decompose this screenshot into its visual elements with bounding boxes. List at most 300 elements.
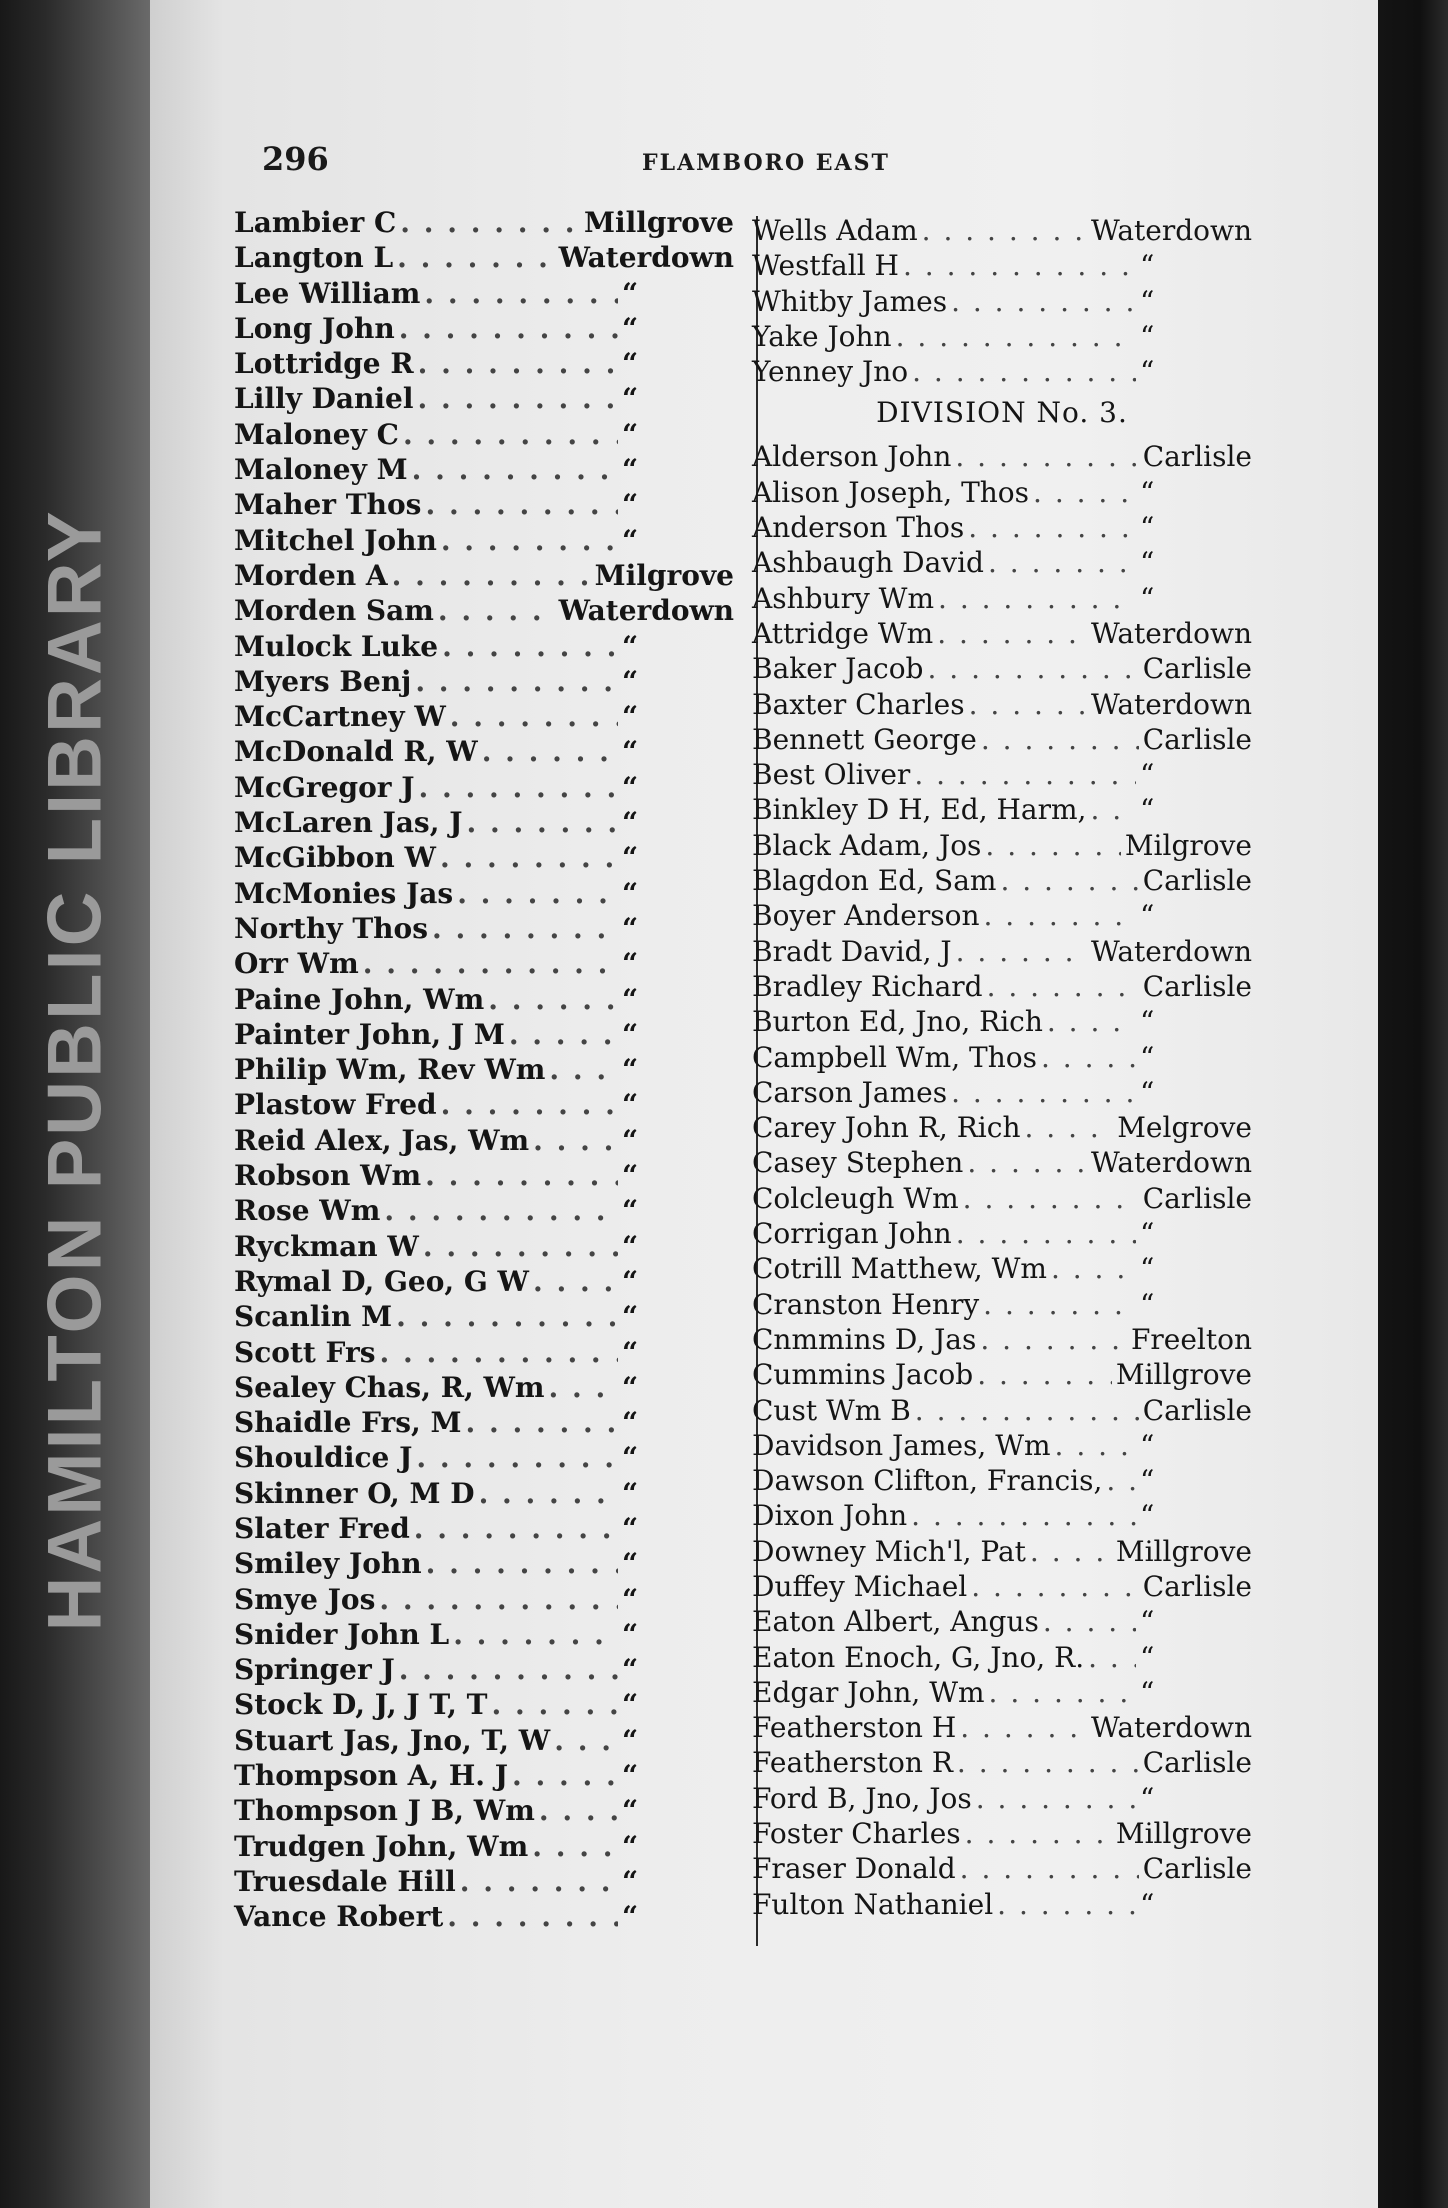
directory-entry	[752, 1746, 1252, 1781]
directory-entry	[234, 1688, 734, 1723]
post-office: “	[622, 1300, 639, 1334]
directory-entry	[234, 559, 734, 594]
post-office: Carlisle	[1142, 1181, 1252, 1215]
resident-name: Westfall H	[752, 249, 899, 283]
directory-entry	[752, 1676, 1252, 1711]
post-office: “	[622, 1053, 639, 1087]
dot-leader	[447, 1900, 618, 1933]
dot-leader	[450, 700, 618, 733]
resident-name: Yake John	[752, 319, 892, 353]
directory-entry	[752, 1146, 1252, 1181]
directory-entry	[752, 970, 1252, 1005]
resident-name: Foster Charles	[752, 1817, 961, 1851]
resident-name: Orr Wm	[234, 947, 359, 981]
resident-name: Stuart Jas, Jno, T, W	[234, 1723, 551, 1757]
dot-leader	[488, 983, 618, 1016]
dot-leader	[987, 970, 1139, 1003]
resident-name: McMonies Jas	[234, 876, 454, 910]
resident-name: Whitby James	[752, 284, 948, 318]
resident-name: Best Oliver	[752, 758, 911, 792]
dot-leader	[1106, 1464, 1136, 1497]
division-heading: DIVISION No. 3.	[876, 396, 1128, 430]
dot-leader	[532, 1830, 618, 1863]
directory-entry	[752, 1041, 1252, 1076]
directory-entry	[752, 355, 1252, 390]
resident-name: Edgar John, Wm	[752, 1675, 985, 1709]
resident-name: Shouldice J	[234, 1441, 413, 1475]
post-office: “	[1140, 1887, 1155, 1921]
dot-leader	[956, 1217, 1136, 1250]
dot-leader	[914, 758, 1136, 791]
post-office: “	[1140, 284, 1155, 318]
post-office: “	[1140, 1781, 1155, 1815]
directory-entry	[752, 1111, 1252, 1146]
resident-name: Scanlin M	[234, 1300, 393, 1334]
directory-entry	[234, 453, 734, 488]
directory-entry	[234, 1583, 734, 1618]
post-office: Waterdown	[558, 241, 734, 275]
post-office: “	[622, 523, 639, 557]
dot-leader	[955, 440, 1138, 473]
post-office: Milgrove	[594, 558, 734, 592]
post-office: “	[622, 1688, 639, 1722]
resident-name: Maher Thos	[234, 488, 422, 522]
post-office: “	[622, 1794, 639, 1828]
directory-entry	[234, 1300, 734, 1335]
directory-entry	[752, 688, 1252, 723]
resident-name: Cummins Jacob	[752, 1358, 974, 1392]
directory-entry	[752, 758, 1252, 793]
post-office: “	[622, 1864, 639, 1898]
dot-leader	[912, 355, 1136, 388]
resident-name: Baxter Charles	[752, 687, 965, 721]
resident-name: Alison Joseph, Thos	[752, 475, 1030, 509]
directory-entry	[752, 214, 1252, 249]
dot-leader	[1051, 1252, 1136, 1285]
resident-name: Thompson J B, Wm	[234, 1794, 535, 1828]
directory-entry	[234, 735, 734, 770]
dot-leader	[384, 1194, 618, 1227]
post-office: “	[622, 1406, 639, 1440]
resident-name: Reid Alex, Jas, Wm	[234, 1123, 530, 1157]
dot-leader	[400, 206, 580, 239]
post-office: Carlisle	[1142, 864, 1252, 898]
resident-name: Philip Wm, Rev Wm	[234, 1053, 546, 1087]
directory-entry	[234, 1794, 734, 1829]
directory-entry	[234, 1653, 734, 1688]
post-office: “	[622, 629, 639, 663]
directory-entry	[234, 1336, 734, 1371]
dot-leader	[492, 1688, 618, 1721]
resident-name: Cotrill Matthew, Wm	[752, 1252, 1047, 1286]
post-office: “	[622, 311, 639, 345]
directory-entry	[234, 912, 734, 947]
resident-name: Long John	[234, 311, 395, 345]
resident-name: Casey Stephen	[752, 1146, 964, 1180]
resident-name: Baker Jacob	[752, 652, 924, 686]
post-office: Freelton	[1130, 1322, 1252, 1356]
directory-entry	[752, 1429, 1252, 1464]
directory-entry	[234, 1124, 734, 1159]
directory-entry	[752, 1005, 1252, 1040]
dot-leader	[911, 1499, 1136, 1532]
directory-entry	[234, 877, 734, 912]
directory-entry	[234, 1406, 734, 1441]
dot-leader	[399, 1653, 618, 1686]
dot-leader	[997, 1888, 1136, 1921]
post-office: Carlisle	[1142, 1852, 1252, 1886]
resident-name: Plastow Fred	[234, 1088, 437, 1122]
post-office: “	[1140, 1464, 1155, 1498]
post-office: Waterdown	[1090, 214, 1252, 247]
directory-entry	[234, 983, 734, 1018]
resident-name: Wells Adam	[752, 214, 918, 247]
post-office: “	[622, 1370, 639, 1404]
resident-name: Cust Wm B	[752, 1393, 911, 1427]
resident-name: Ashbaugh David	[752, 546, 984, 580]
directory-entry	[752, 476, 1252, 511]
resident-name: Fraser Donald	[752, 1852, 956, 1886]
dot-leader	[549, 1371, 618, 1404]
directory-entry	[234, 1900, 734, 1935]
resident-name: Anderson Thos	[752, 511, 965, 545]
directory-entry	[234, 382, 734, 417]
post-office: “	[622, 417, 639, 451]
post-office: Waterdown	[558, 594, 734, 628]
resident-name: Boyer Anderson	[752, 899, 980, 933]
directory-entry	[752, 829, 1252, 864]
resident-name: Sealey Chas, R, Wm	[234, 1370, 545, 1404]
resident-name: Attridge Wm	[752, 616, 934, 650]
directory-entry	[234, 1088, 734, 1123]
directory-entry	[752, 1711, 1252, 1746]
dot-leader	[425, 488, 618, 521]
dot-leader	[549, 1053, 618, 1086]
resident-name: Paine John, Wm	[234, 982, 485, 1016]
library-stamp: HAMILTON PUBLIC LIBRARY	[32, 508, 118, 1632]
dot-leader	[903, 249, 1136, 282]
dot-leader	[466, 806, 618, 839]
dot-leader	[442, 630, 618, 663]
resident-name: McCartney W	[234, 700, 446, 734]
resident-name: Springer J	[234, 1653, 395, 1687]
directory-entry	[234, 1547, 734, 1582]
dot-leader	[965, 1817, 1112, 1850]
post-office: Millgrove	[1115, 1358, 1252, 1392]
post-office: Carlisle	[1142, 652, 1252, 686]
dot-leader	[399, 312, 618, 345]
resident-name: Scott Frs	[234, 1335, 376, 1369]
post-office: “	[1140, 1217, 1155, 1251]
dot-leader	[956, 935, 1087, 968]
resident-name: Alderson John	[752, 440, 952, 474]
dot-leader	[922, 214, 1087, 247]
directory-entry	[234, 594, 734, 629]
right-column-top-list	[752, 214, 1252, 390]
dot-leader	[989, 1676, 1136, 1709]
resident-name: Snider John L	[234, 1617, 450, 1651]
directory-entry	[752, 935, 1252, 970]
resident-name: McDonald R, W	[234, 735, 478, 769]
directory-entry	[752, 1888, 1252, 1923]
resident-name: Morden A	[234, 558, 388, 592]
directory-entry	[234, 1618, 734, 1653]
post-office: “	[1140, 899, 1155, 933]
directory-entry	[752, 1605, 1252, 1640]
dot-leader	[438, 594, 555, 627]
post-office: “	[622, 947, 639, 981]
post-office: Melgrove	[1117, 1111, 1252, 1145]
post-office: “	[622, 1123, 639, 1157]
directory-entry	[234, 1194, 734, 1229]
resident-name: Lambier C	[234, 206, 397, 239]
directory-entry	[234, 1018, 734, 1053]
directory-entry	[234, 806, 734, 841]
dot-leader	[460, 1865, 618, 1898]
directory-entry	[234, 841, 734, 876]
post-office: “	[622, 488, 639, 522]
post-office: “	[1140, 1252, 1155, 1286]
dot-leader	[417, 382, 618, 415]
resident-name: Eaton Albert, Angus	[752, 1605, 1039, 1639]
directory-entry	[234, 1512, 734, 1547]
dot-leader	[533, 1265, 618, 1298]
resident-name: Maloney C	[234, 417, 399, 451]
resident-name: Cnmmins D, Jas	[752, 1322, 977, 1356]
dot-leader	[412, 453, 618, 486]
dot-leader	[453, 1618, 618, 1651]
dot-leader	[479, 1477, 618, 1510]
post-office: “	[1140, 1428, 1155, 1462]
dot-leader	[967, 1146, 1087, 1179]
resident-name: Binkley D H, Ed, Harm,	[752, 793, 1087, 827]
post-office: Millgrove	[1115, 1534, 1252, 1568]
directory-entry	[234, 312, 734, 347]
post-office: “	[1140, 249, 1155, 283]
post-office: “	[1140, 355, 1155, 389]
post-office: “	[1140, 546, 1155, 580]
dot-leader	[533, 1124, 618, 1157]
post-office: “	[622, 1476, 639, 1510]
resident-name: Smye Jos	[234, 1582, 376, 1616]
dot-leader	[403, 418, 618, 451]
directory-entry	[752, 582, 1252, 617]
post-office: “	[622, 1723, 639, 1757]
dot-leader	[554, 1724, 618, 1757]
directory-entry	[234, 206, 734, 241]
post-office: “	[622, 1547, 639, 1581]
resident-name: Dixon John	[752, 1499, 908, 1533]
directory-entry	[234, 1371, 734, 1406]
resident-name: Rose Wm	[234, 1194, 381, 1228]
post-office: Carlisle	[1142, 1746, 1252, 1780]
post-office: “	[622, 1229, 639, 1263]
resident-name: Campbell Wm, Thos	[752, 1040, 1037, 1074]
directory-entry	[752, 440, 1252, 475]
dot-leader	[983, 1288, 1136, 1321]
dot-leader	[425, 1159, 618, 1192]
resident-name: Blagdon Ed, Sam	[752, 864, 997, 898]
directory-entry	[752, 864, 1252, 899]
directory-entry	[234, 418, 734, 453]
resident-name: Dawson Clifton, Francis,	[752, 1464, 1103, 1498]
resident-name: Bradt David, J	[752, 934, 952, 968]
directory-entry	[234, 947, 734, 982]
post-office: “	[1140, 1075, 1155, 1109]
dot-leader	[963, 1182, 1139, 1215]
resident-name: Cranston Henry	[752, 1287, 980, 1321]
directory-entry	[752, 1817, 1252, 1852]
post-office: “	[622, 664, 639, 698]
resident-name: McLaren Jas, J	[234, 806, 463, 840]
post-office: “	[1140, 758, 1155, 792]
dot-leader	[414, 1512, 618, 1545]
dot-leader	[988, 546, 1136, 579]
dot-leader	[392, 559, 591, 592]
post-office: “	[1140, 581, 1155, 615]
post-office: “	[622, 1829, 639, 1863]
dot-leader	[937, 617, 1087, 650]
post-office: Milgrove	[1124, 828, 1252, 862]
post-office: “	[622, 1194, 639, 1228]
resident-name: Ryckman W	[234, 1229, 419, 1263]
post-office: “	[1140, 1287, 1155, 1321]
dot-leader	[1041, 1041, 1136, 1074]
resident-name: Lilly Daniel	[234, 382, 414, 416]
dot-leader	[441, 524, 618, 557]
resident-name: Carey John R, Rich	[752, 1111, 1021, 1145]
post-office: “	[622, 1264, 639, 1298]
division-list	[752, 440, 1252, 1922]
resident-name: Smiley John	[234, 1547, 422, 1581]
resident-name: Duffey Michael	[752, 1569, 968, 1603]
post-office: Waterdown	[1090, 616, 1252, 650]
directory-entry	[752, 1358, 1252, 1393]
post-office: “	[622, 982, 639, 1016]
directory-entry	[752, 652, 1252, 687]
directory-entry	[234, 241, 734, 276]
post-office: “	[622, 1335, 639, 1369]
post-office: Waterdown	[1090, 1711, 1252, 1745]
post-office: “	[622, 1617, 639, 1651]
directory-entry	[752, 1782, 1252, 1817]
dot-leader	[457, 877, 618, 910]
dot-leader	[951, 1076, 1136, 1109]
dot-leader	[968, 511, 1136, 544]
resident-name: Ford B, Jno, Jos	[752, 1781, 972, 1815]
dot-leader	[423, 1230, 618, 1263]
book-spine	[0, 0, 150, 2208]
directory-entry	[752, 546, 1252, 581]
left-column	[234, 206, 734, 1936]
directory-entry	[752, 285, 1252, 320]
resident-name: Langton L	[234, 241, 394, 275]
directory-entry	[752, 1076, 1252, 1111]
directory-entry	[752, 1464, 1252, 1499]
directory-entry	[234, 1053, 734, 1088]
post-office: Waterdown	[1090, 687, 1252, 721]
resident-name: Shaidle Frs, M	[234, 1406, 462, 1440]
post-office: “	[1140, 1040, 1155, 1074]
resident-name: Trudgen John, Wm	[234, 1829, 529, 1863]
dot-leader	[981, 723, 1139, 756]
directory-entry	[234, 1759, 734, 1794]
dot-leader	[1088, 1641, 1136, 1674]
post-office: “	[622, 806, 639, 840]
resident-name: Truesdale Hill	[234, 1864, 456, 1898]
post-office: “	[622, 1159, 639, 1193]
dot-leader	[363, 947, 618, 980]
resident-name: Lee William	[234, 276, 421, 310]
dot-leader	[1055, 1429, 1136, 1462]
dot-leader	[938, 582, 1136, 615]
dot-leader	[512, 1759, 618, 1792]
resident-name: Lottridge R	[234, 347, 414, 381]
directory-entry	[234, 1477, 734, 1512]
directory-entry	[752, 617, 1252, 652]
resident-name: Robson Wm	[234, 1159, 422, 1193]
dot-leader	[1043, 1605, 1136, 1638]
dot-leader	[971, 1570, 1138, 1603]
post-office: “	[1140, 475, 1155, 509]
post-office: “	[622, 276, 639, 310]
directory-entry	[234, 1830, 734, 1865]
directory-entry	[752, 1852, 1252, 1887]
dot-leader	[419, 771, 618, 804]
post-office: “	[622, 453, 639, 487]
post-office: “	[622, 770, 639, 804]
resident-name: McGibbon W	[234, 841, 436, 875]
directory-entry	[234, 488, 734, 523]
right-column	[752, 214, 1252, 1923]
directory-entry	[234, 1159, 734, 1194]
directory-entry	[752, 1535, 1252, 1570]
post-office: Carlisle	[1142, 969, 1252, 1003]
post-office: “	[622, 1759, 639, 1793]
dot-leader	[418, 347, 618, 380]
directory-entry	[752, 1394, 1252, 1429]
post-office: “	[622, 1582, 639, 1616]
dot-leader	[432, 912, 618, 945]
resident-name: Mulock Luke	[234, 629, 439, 663]
post-office: “	[622, 1653, 639, 1687]
post-office: “	[1140, 793, 1155, 827]
dot-leader	[466, 1406, 618, 1439]
post-office: Waterdown	[1090, 1146, 1252, 1180]
directory-entry	[234, 347, 734, 382]
dot-leader	[985, 829, 1120, 862]
dot-leader	[539, 1794, 618, 1827]
post-office: “	[622, 700, 639, 734]
dot-leader	[426, 1547, 618, 1580]
directory-entry	[752, 1570, 1252, 1605]
page-title: FLAMBORO EAST	[642, 150, 890, 176]
dot-leader	[1030, 1535, 1112, 1568]
directory-entry	[752, 1252, 1252, 1287]
dot-leader	[509, 1018, 618, 1051]
resident-name: Colcleugh Wm	[752, 1181, 959, 1215]
dot-leader	[1047, 1005, 1136, 1038]
resident-name: Davidson James, Wm	[752, 1428, 1051, 1462]
directory-entry	[234, 700, 734, 735]
dot-leader	[927, 652, 1138, 685]
post-office: “	[1140, 1640, 1155, 1674]
directory-entry	[234, 630, 734, 665]
directory-entry	[234, 1865, 734, 1900]
dot-leader	[397, 241, 554, 274]
directory-entry	[234, 665, 734, 700]
directory-entry	[234, 1265, 734, 1300]
